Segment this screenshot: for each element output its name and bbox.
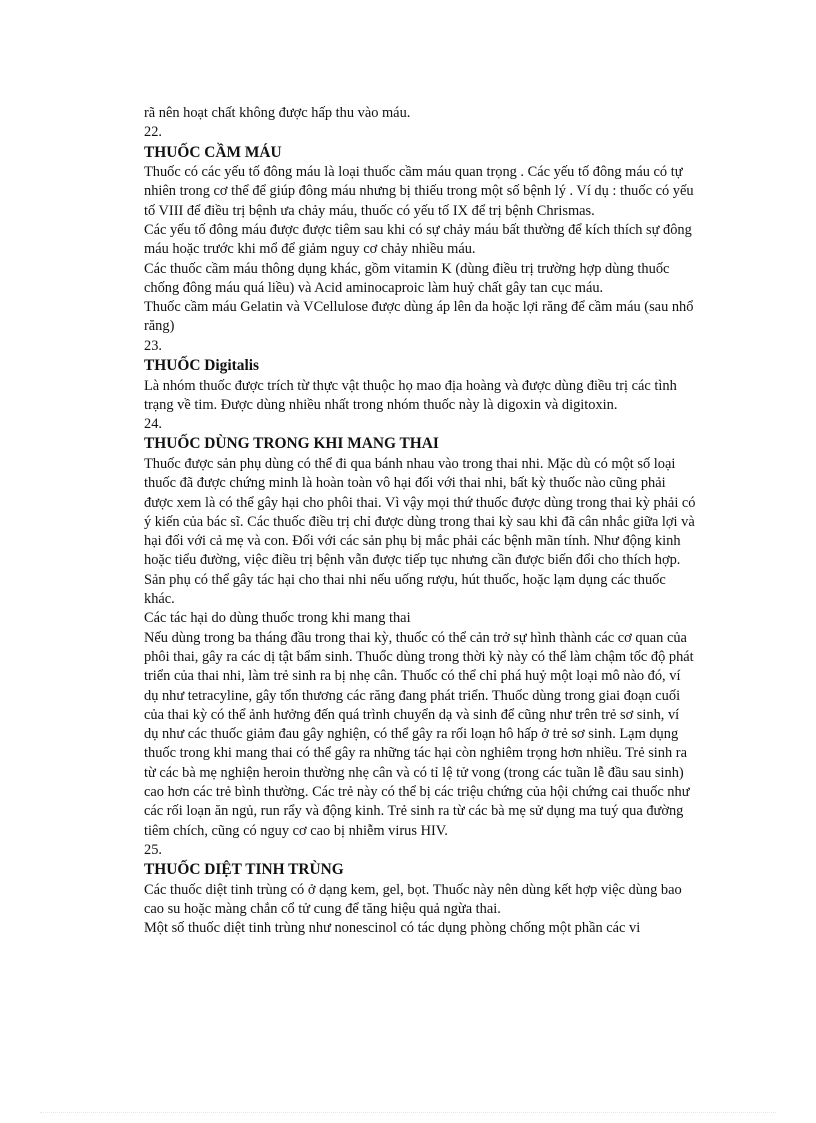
section-22 [144, 123, 696, 336]
section-number: 23. [144, 337, 162, 354]
paragraph: Thuốc được sản phụ dùng có thể đi qua bánh nhau vào trong thai nhi. Mặc dù có một số loại thuốc đã được chứng minh là hoàn toàn vô hại đối với thai nhi, bất kỳ thuốc nào cũng phải được xem là có thể gây hại cho phôi thai. Vì vậy mọi thứ thuốc được dùng trong thai kỳ phải có ý kiến của bác sĩ. Các thuốc điều trị chỉ được dùng trong thai kỳ sau khi đã cân nhắc giữa lợi và hại đối với cả mẹ và con. Đối với các sản phụ bị mắc phải các bệnh mãn tính. Như động kinh hoặc tiểu đường, việc điều trị bệnh vẫn được tiếp tục nhưng cần được biến đổi cho thích hợp. Sản phụ có thể gây tác hại cho thai nhi nếu uống rượu, hút thuốc, hoặc lạm dụng các thuốc khác. [144, 455, 696, 608]
section-number: 24. [144, 416, 162, 433]
page-bottom-divider [40, 1112, 776, 1113]
section-23 [144, 337, 696, 415]
paragraph: Thuốc cầm máu Gelatin và VCellulose được dùng áp lên da hoặc lợi răng để cầm máu (sau nhổ răng) [144, 299, 694, 335]
paragraph: Các yếu tố đông máu được được tiêm sau khi có sự chảy máu bất thường để kích thích sự đông máu hoặc trước khi mổ để giảm nguy cơ chảy nhiều máu. [144, 221, 692, 258]
paragraph: Các thuốc cầm máu thông dụng khác, gồm vitamin K (dùng điều trị trường hợp dùng thuốc chống đông máu quá liều) và Acid aminocaproic làm huỷ chất gây tan cục máu. [144, 260, 670, 296]
section-25 [144, 841, 696, 939]
section-title: THUỐC CẦM MÁU [144, 143, 282, 161]
section-title: THUỐC Digitalis [144, 357, 260, 375]
section-number: 22. [144, 124, 162, 141]
paragraph: Nếu dùng trong ba tháng đầu trong thai kỳ, thuốc có thể cản trở sự hình thành các cơ quan của phôi thai, gây ra các dị tật bẩm sinh. Thuốc dùng trong thời kỳ này có thể làm chậm tốc độ phát triển của thai nhi, làm trẻ sinh ra bị nhẹ cân. Thuốc có thể chỉ phá huỷ một loại mô nào đó, ví dụ như tetracyline, gây tổn thương các răng đang phát triển. Thuốc dùng trong giai đoạn cuối của thai kỳ có thể ảnh hưởng đến quá trình chuyển dạ và sinh để cũng như trên trẻ sơ sinh, ví dụ như các thuốc giảm đau gây nghiện, có thể gây ra rối loạn hô hấp ở trẻ sơ sinh. Lạm dụng thuốc trong khi mang thai có thể gây ra những tác hại còn nghiêm trọng hơn nhiều. Trẻ sinh ra từ các bà mẹ nghiện heroin thường nhẹ cân và có tỉ lệ tử vong (trong các tuần lễ đầu sau sinh) cao hơn các trẻ bình thường. Các trẻ này có thể bị các triệu chứng của hội chứng cai thuốc như các rối loạn ăn ngủ, run rẩy và động kinh. Trẻ sinh ra từ các bà mẹ sử dụng ma tuý qua đường tiêm chích, cũng có nguy cơ cao bị nhiễm virus HIV. [144, 629, 694, 839]
section-title: THUỐC DÙNG TRONG KHI MANG THAI [144, 435, 439, 453]
lead-paragraph: rã nên hoạt chất không được hấp thu vào máu. [144, 105, 411, 121]
paragraph: Các thuốc diệt tinh trùng có ở dạng kem, gel, bọt. Thuốc này nên dùng kết hợp việc dùng bao cao su hoặc màng chắn cổ tử cung để tăng hiệu quả ngừa thai. [144, 881, 682, 917]
section-number: 25. [144, 841, 162, 858]
paragraph: Một số thuốc diệt tinh trùng như nonescinol có tác dụng phòng chống một phần các vi [144, 920, 641, 937]
document-page [144, 104, 696, 939]
paragraph: Là nhóm thuốc được trích từ thực vật thuộc họ mao địa hoàng và được dùng điều trị các tình trạng về tim. Được dùng nhiều nhất trong nhóm thuốc này là digoxin và digitoxin. [144, 377, 677, 413]
section-title: THUỐC DIỆT TINH TRÙNG [144, 861, 344, 879]
paragraph: Thuốc có các yếu tố đông máu là loại thuốc cầm máu quan trọng . Các yếu tố đông máu có tự nhiên trong cơ thể để giúp đông máu nhưng bị thiếu trong một số bệnh lý . Ví dụ : thuốc có yếu tố VIII để điều trị bệnh ưa chảy máu, thuốc có yếu tố IX để trị bệnh Chrismas. [144, 164, 694, 219]
section-24 [144, 415, 696, 841]
paragraph: Các tác hại do dùng thuốc trong khi mang thai [144, 610, 411, 627]
